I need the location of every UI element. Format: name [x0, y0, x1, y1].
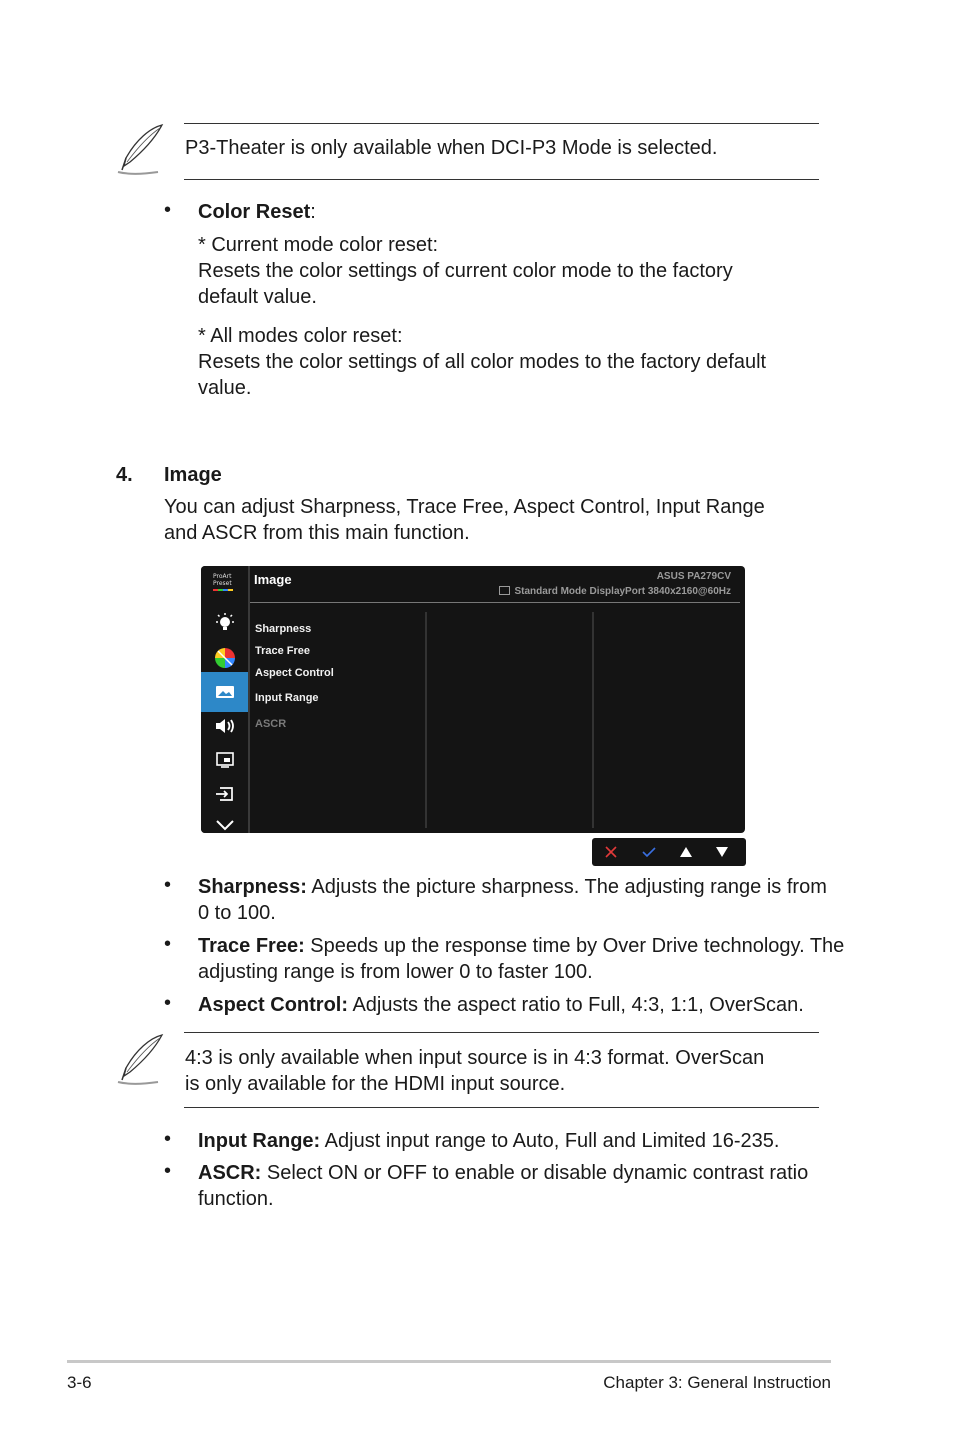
trace-line2: adjusting range is from lower 0 to faster 100. — [198, 961, 593, 983]
bullet: • — [164, 1160, 172, 1182]
bullet: • — [164, 933, 172, 955]
osd-mode-line — [499, 586, 731, 597]
note2-top-rule — [184, 1032, 819, 1033]
color-icon[interactable] — [201, 641, 248, 675]
all-reset-line1: Resets the color settings of all color modes to the factory default — [198, 351, 767, 373]
pen-note-icon — [114, 122, 166, 176]
section-title: Image — [164, 464, 222, 486]
logo-line2: Preset — [213, 580, 232, 587]
input-range-label: Input Range: — [198, 1130, 321, 1152]
sound-icon[interactable] — [201, 709, 248, 743]
all-reset-line2: value. — [198, 377, 252, 399]
osd-item-ascr[interactable]: ASCR — [255, 718, 287, 730]
section-desc-line2: and ASCR from this main function. — [164, 522, 470, 544]
sharpness-line2: 0 to 100. — [198, 902, 276, 924]
osd-item-sharpness[interactable]: Sharpness — [255, 623, 312, 635]
trace-line1 — [198, 933, 844, 959]
current-reset-title: * Current mode color reset: — [198, 234, 439, 256]
note1-bottom-rule — [184, 179, 819, 180]
image-icon[interactable] — [201, 672, 248, 712]
osd-sidebar — [201, 566, 248, 833]
section-number: 4. — [116, 464, 133, 486]
color-reset-label: Color Reset — [198, 201, 311, 223]
osd-model: ASUS PA279CV — [656, 571, 731, 582]
ascr-line2: function. — [198, 1188, 274, 1210]
ascr-line1 — [198, 1160, 808, 1186]
current-reset-line1: Resets the color settings of current color mode to the factory — [198, 260, 733, 282]
osd-column-divider — [592, 612, 594, 828]
aspect-label: Aspect Control: — [198, 994, 348, 1016]
osd-column-divider — [425, 612, 427, 828]
note2-line2: is only available for the HDMI input source. — [185, 1073, 566, 1095]
aspect-line — [198, 992, 804, 1018]
osd-item-aspect-control[interactable]: Aspect Control — [255, 667, 334, 679]
sharpness-label: Sharpness: — [198, 876, 307, 898]
pip-icon[interactable] — [201, 743, 248, 777]
input-range-line — [198, 1128, 779, 1154]
proart-preset-logo[interactable] — [213, 573, 232, 587]
osd-nav-bar — [592, 838, 746, 866]
trace-text: Speeds up the response time by Over Drive technology. The — [304, 935, 845, 957]
footer-rule — [67, 1360, 831, 1363]
osd-sidebar-separator — [248, 566, 250, 833]
osd-title: Image — [254, 572, 292, 587]
note2-bottom-rule — [184, 1107, 819, 1108]
bullet: • — [164, 992, 172, 1014]
trace-label: Trace Free: — [198, 935, 305, 957]
down-arrow-icon[interactable] — [707, 842, 737, 862]
section-desc-line1: You can adjust Sharpness, Trace Free, Aspect Control, Input Range — [164, 496, 765, 518]
monitor-icon — [499, 586, 510, 595]
color-reset-heading — [198, 199, 316, 225]
ascr-label: ASCR: — [198, 1162, 262, 1184]
osd-item-trace-free[interactable]: Trace Free — [255, 645, 311, 657]
bulb-icon[interactable] — [201, 606, 248, 640]
check-icon[interactable] — [634, 842, 664, 862]
bullet: • — [164, 874, 172, 896]
bullet: • — [164, 199, 172, 221]
note2-line1: 4:3 is only available when input source is in 4:3 format. OverScan — [185, 1047, 765, 1069]
input-icon[interactable] — [201, 777, 248, 811]
bullet: • — [164, 1128, 172, 1150]
chevron-down-icon[interactable] — [201, 808, 248, 833]
sharpness-line1 — [198, 874, 827, 900]
all-reset-title: * All modes color reset: — [198, 325, 403, 347]
up-arrow-icon[interactable] — [671, 842, 701, 862]
page-number: 3-6 — [67, 1373, 92, 1392]
osd-header-divider — [250, 602, 740, 603]
input-range-text: Adjust input range to Auto, Full and Limited 16-235. — [320, 1130, 780, 1152]
current-reset-line2: default value. — [198, 286, 317, 308]
chapter-title: Chapter 3: General Instruction — [603, 1373, 831, 1392]
osd-menu — [201, 566, 745, 833]
osd-mode-text: Standard Mode DisplayPort 3840x2160@60Hz — [514, 586, 731, 597]
sharpness-text: Adjusts the picture sharpness. The adjusting range is from — [306, 876, 827, 898]
logo-color-bar — [213, 589, 233, 591]
close-icon[interactable] — [596, 842, 626, 862]
pen-note-icon — [114, 1032, 166, 1086]
note1-top-rule — [184, 123, 819, 124]
osd-item-input-range[interactable]: Input Range — [255, 692, 319, 704]
color-reset-colon: : — [310, 201, 316, 223]
ascr-text: Select ON or OFF to enable or disable dynamic contrast ratio — [261, 1162, 809, 1184]
aspect-text: Adjusts the aspect ratio to Full, 4:3, 1:1, OverScan. — [348, 994, 804, 1016]
note1-text: P3-Theater is only available when DCI-P3 Mode is selected. — [185, 137, 718, 159]
logo-line1: ProArt — [213, 573, 232, 580]
